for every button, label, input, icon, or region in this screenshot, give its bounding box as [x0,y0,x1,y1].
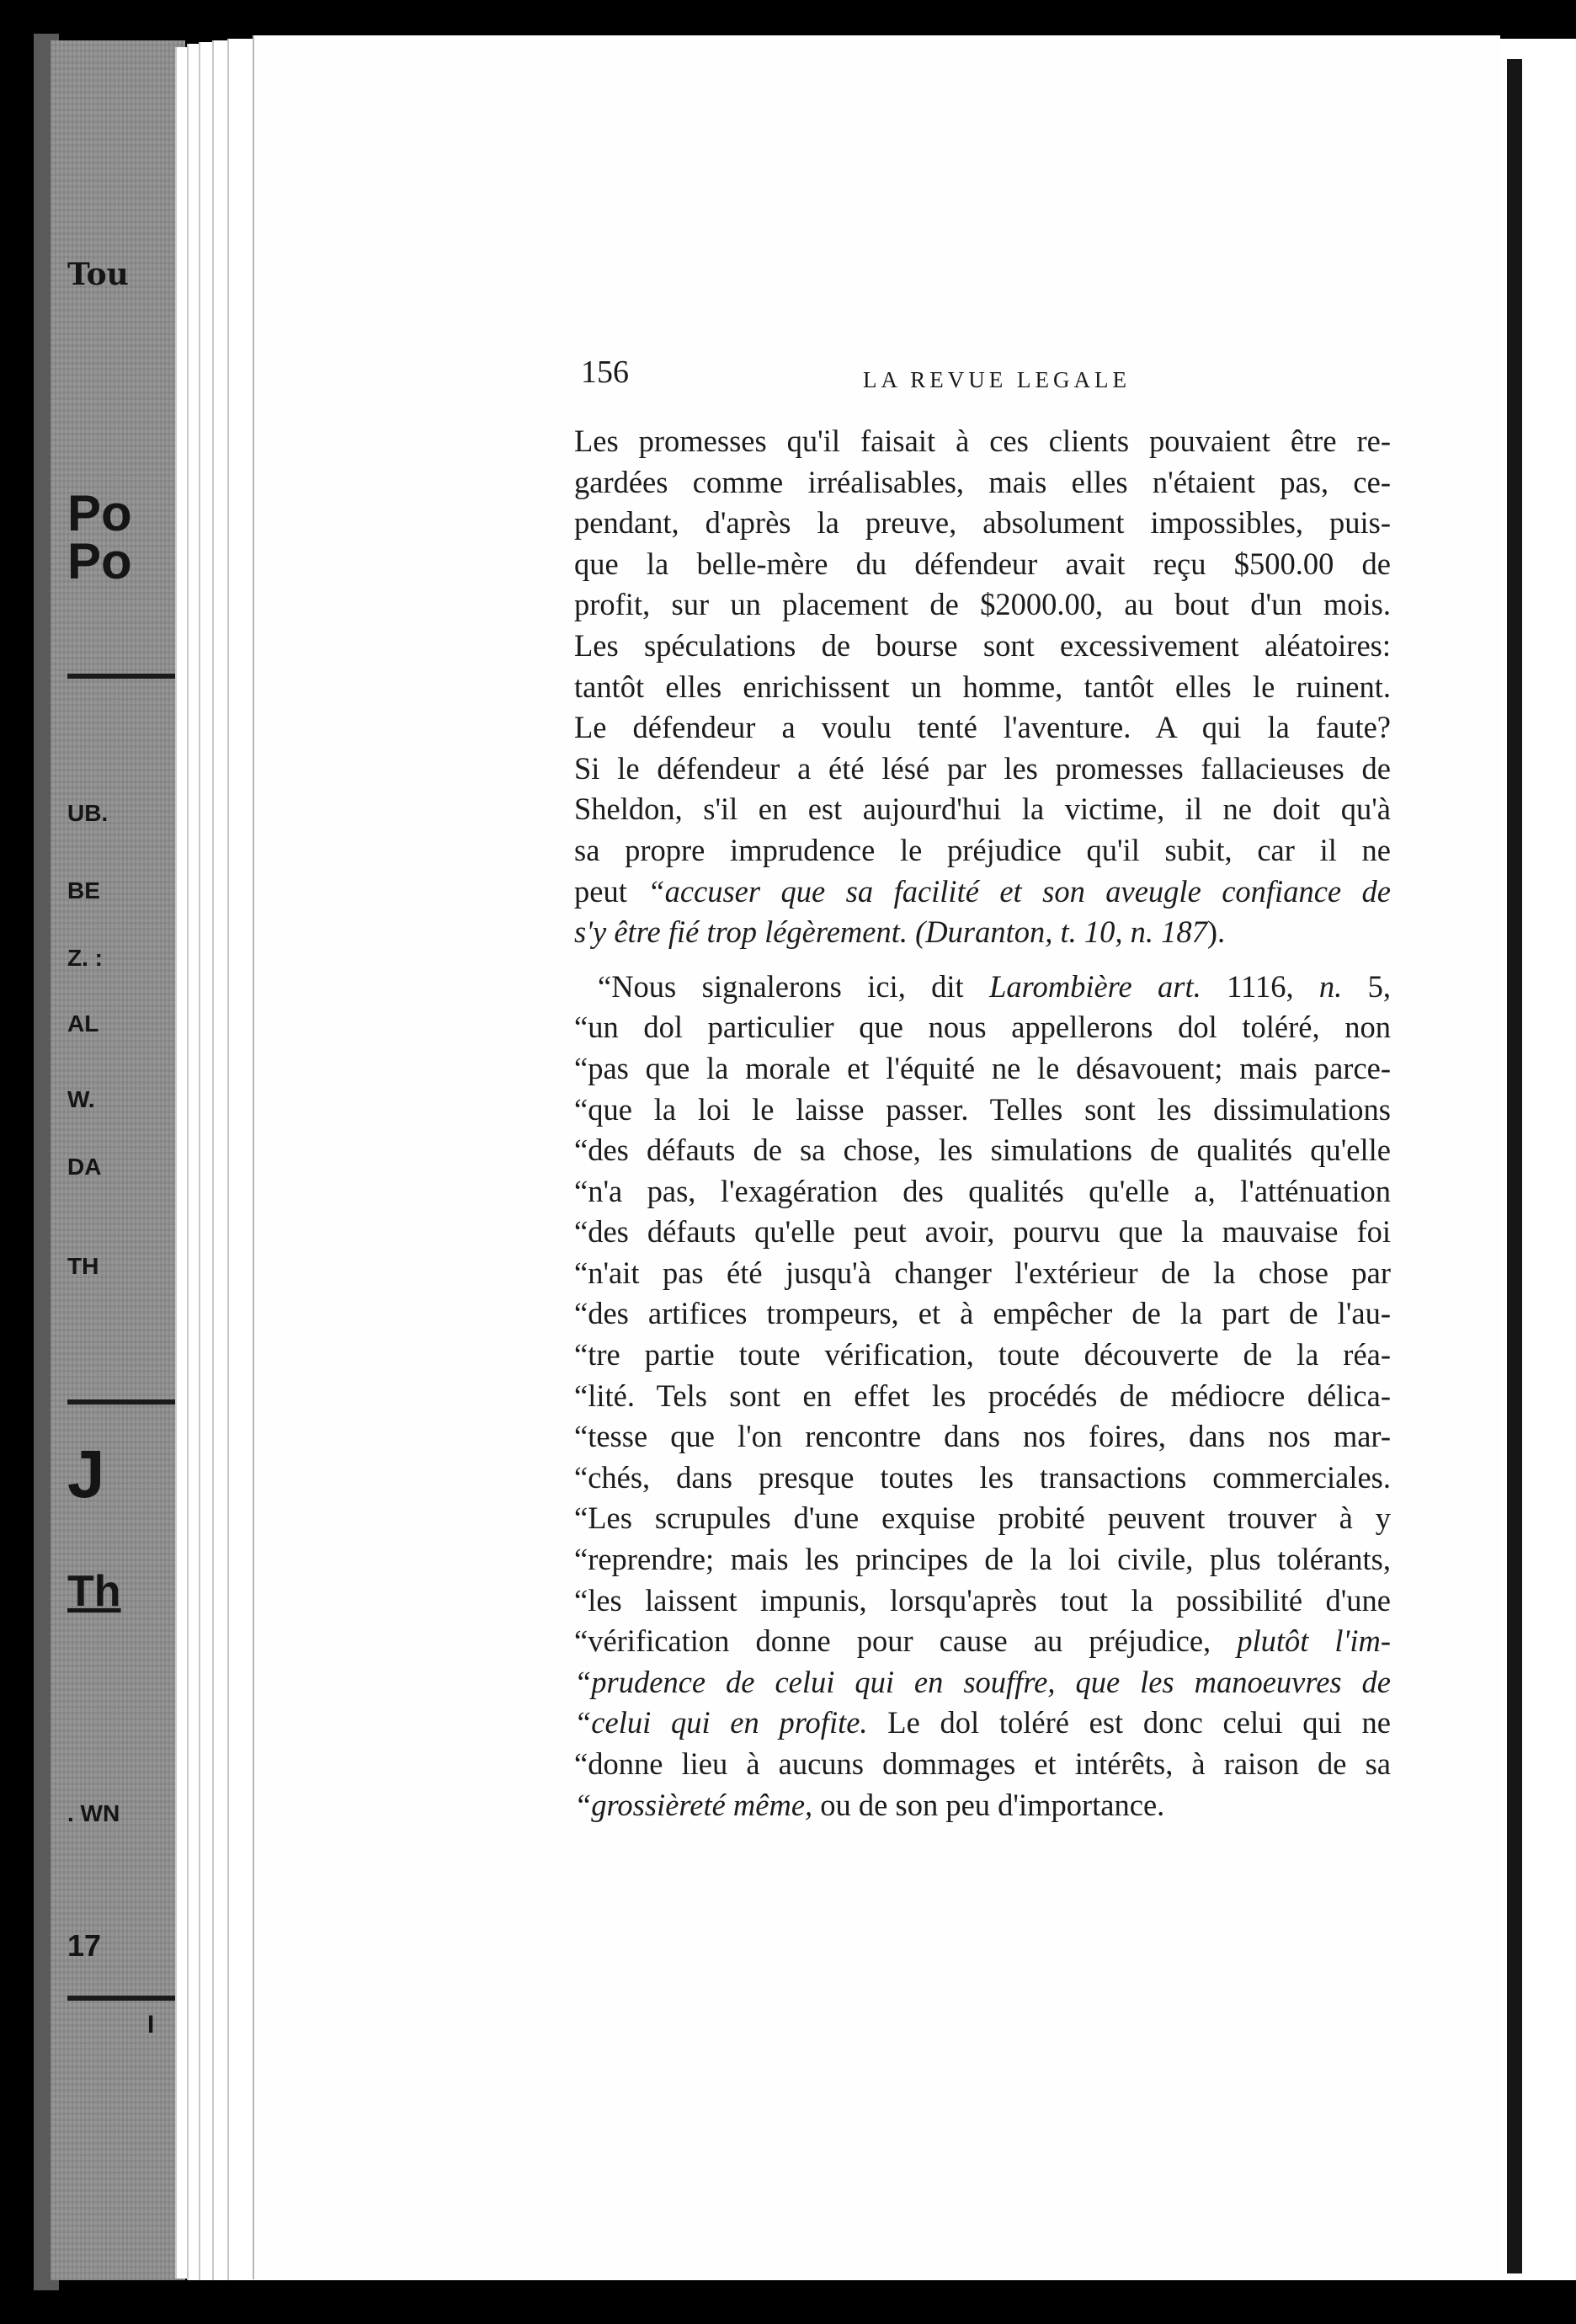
text-run: ou de son peu d'importance. [812,1787,1165,1822]
page-number: 156 [581,354,629,390]
text-line: “lité. Tels sont en effet les procédés de médiocre délica- [574,1378,1391,1413]
cover-rule [67,674,185,679]
text-line: “pas que la morale et l'équité ne le désavouent; mais parce- [574,1050,1391,1085]
text-line: gardées comme irréalisables, mais elles n'étaient pas, ce- [574,464,1391,499]
text-run: peut [574,873,648,909]
facing-page-edge [1522,59,1551,2273]
text-run: ). [1206,914,1226,950]
cover-text-12: Th [67,1567,121,1616]
text-line [574,1621,1391,1662]
text-line: “n'a pas, l'exagération des qualités qu'elle a, l'atténuation [574,1173,1391,1208]
page-body [574,421,1391,1826]
text-run: “vérification donne pour cause au préjudice, [574,1623,1238,1659]
text-run: Le dol toléré est donc celui qui ne [867,1705,1392,1740]
cover-text-2: Po [67,485,132,541]
text-line: “chés, dans presque toutes les transactions commerciales. [574,1459,1391,1495]
text-line: “les laissent impunis, lorsqu'après tout la possibilité d'une [574,1582,1391,1618]
cover-text-7: AL [67,1010,99,1037]
cover-text-6: Z. : [67,945,103,971]
text-line: Sheldon, s'il en est aujourd'hui la victime, il ne doit qu'à [574,792,1391,827]
text-run: 1116, [1201,968,1319,1004]
cover-rule [67,1996,185,2001]
text-line: Le défendeur a voulu tenté l'aventure. A qui la faute? [574,710,1391,745]
cover-text-10: TH [67,1253,99,1279]
text-line: tantôt elles enrichissent un homme, tantôt elles le ruinent. [574,669,1391,704]
text-run-italic: “prudence de celui qui en souffre, que les manoeuvres de [574,1664,1391,1699]
text-run-italic: s'y être fié trop légèrement. (Duranton, t. 10, n. 187 [574,914,1207,950]
text-line: “tesse que l'on rencontre dans nos foires, dans nos mar- [574,1419,1391,1454]
running-head: LA REVUE LEGALE [863,367,1131,392]
text-line: “que la loi le laisse passer. Telles sont les dissimulations [574,1091,1391,1127]
text-line: Si le défendeur a été lésé par les promesses fallacieuses de [574,750,1391,786]
text-line [574,1785,1391,1826]
text-run: “Nous signalerons ici, dit [598,968,990,1004]
cover-text-3: Po [67,533,132,589]
page-header [581,354,1423,404]
text-run-italic: plutôt l'im- [1237,1623,1391,1659]
text-line: “n'ait pas été jusqu'à changer l'extérieur de la chose par [574,1255,1391,1290]
text-line: “des artifices trompeurs, et à empêcher de la part de l'au- [574,1296,1391,1331]
cover-text-15: I [147,2011,155,2039]
cover-text-1: Tou [67,257,129,292]
text-run: 5, [1342,968,1392,1004]
text-run-italic: “celui qui en profite. [574,1705,868,1740]
text-line [574,967,1391,1008]
text-line [574,912,1391,953]
text-line [574,872,1391,913]
cover-text-11: J [67,1437,105,1511]
text-line: Les spéculations de bourse sont excessivement aléatoires: [574,627,1391,663]
text-run-italic: n. [1318,968,1343,1004]
text-line: que la belle-mère du défendeur avait reçu $500.00 de [574,546,1391,581]
cover-text-8: W. [67,1086,95,1112]
text-line: profit, sur un placement de $2000.00, au bout d'un mois. [574,587,1391,622]
text-line: pendant, d'après la preuve, absolument impossibles, puis- [574,505,1391,541]
text-line: “donne lieu à aucuns dommages et intérêts, à raison de sa [574,1746,1391,1781]
text-line [574,1703,1391,1744]
text-line: Les promesses qu'il faisait à ces clients pouvaient être re- [574,424,1391,458]
text-line [574,1662,1391,1703]
text-line: “des défauts de sa chose, les simulations de qualités qu'elle [574,1133,1391,1168]
text-line: “reprendre; mais les principes de la loi civile, plus tolérants, [574,1542,1391,1577]
cover-text-9: DA [67,1154,102,1180]
text-run-italic: “grossièreté même, [574,1787,813,1822]
text-line: “tre partie toute vérification, toute découverte de la réa- [574,1337,1391,1373]
cover-text-14: 17 [67,1928,102,1963]
cover-text-4: UB. [67,800,109,826]
text-line: “des défauts qu'elle peut avoir, pourvu que la mauvaise foi [574,1214,1391,1250]
text-line: “Les scrupules d'une exquise probité peuvent trouver à y [574,1500,1391,1536]
text-run-italic: “accuser que sa facilité et son aveugle confiance de [647,873,1391,909]
text-run-italic: Larombière art. [989,968,1201,1004]
page-gutter-shadow [1507,59,1522,2273]
text-line: sa propre imprudence le préjudice qu'il subit, car il ne [574,832,1391,867]
cover-rule [67,1399,185,1405]
cover-text-5: BE [67,877,100,903]
cover-text-13: . WN [67,1800,120,1826]
text-line: “un dol particulier que nous appellerons dol toléré, non [574,1010,1391,1045]
